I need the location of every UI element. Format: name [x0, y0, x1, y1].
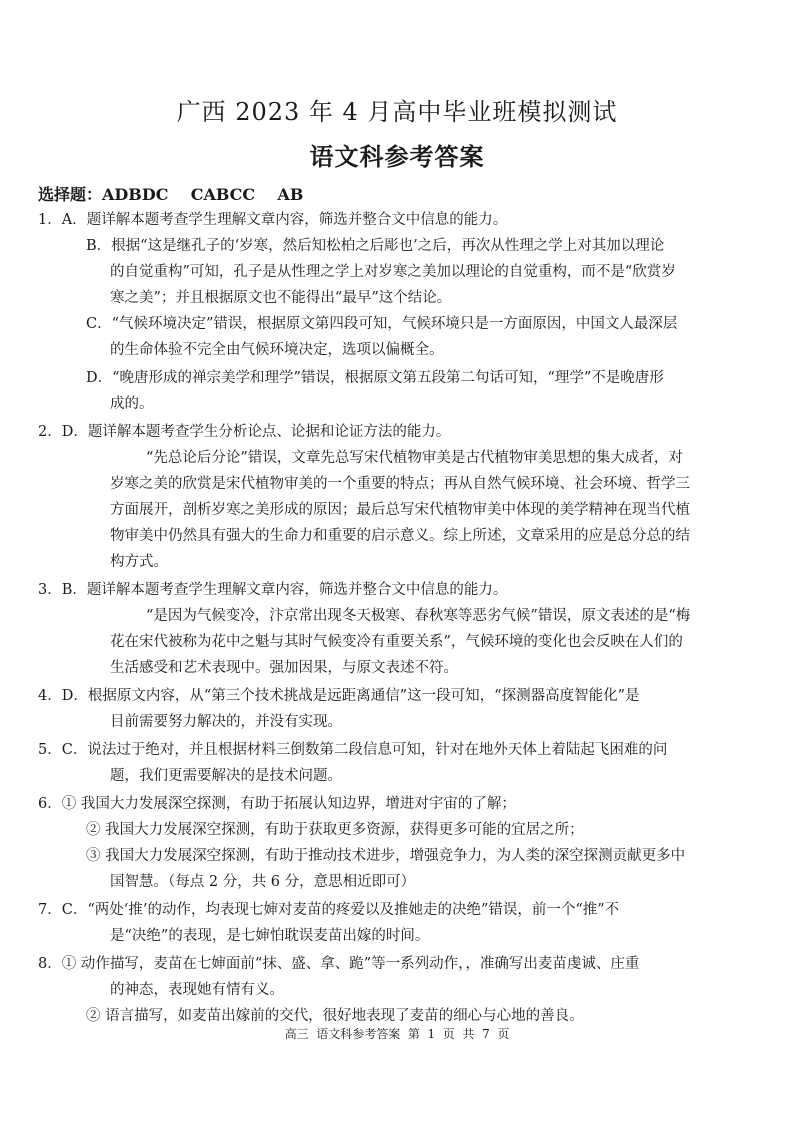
answer-line: 4．D．根据原文内容，从“第三个技术挑战是远距离通信”这一段可知，“探测器高度智能化”是	[38, 688, 640, 704]
page-subtitle: 语文科参考答案	[309, 142, 485, 171]
answer-line: 3．B．题详解本题考查学生理解文章内容，筛选并整合文中信息的能力。	[38, 582, 508, 598]
answer-line: ② 我国大力发展深空探测，有助于获取更多资源，获得更多可能的宜居之所；	[86, 822, 584, 838]
answer-line: 的神态，表现她有情有义。	[110, 982, 284, 998]
answer-line: D．“晚唐形成的禅宗美学和理学”错误，根据原文第五段第二句话可知，“理学”不是晚唐形	[86, 370, 664, 386]
answer-line: 的自觉重构”可知，孔子是从性理之学上对岁寒之美加以理论的自觉重构，而不是“欣赏岁	[110, 264, 676, 280]
answer-line: 方面展开，剖析岁寒之美形成的原因；最后总写宋代植物审美中体现的美学精神在现当代植	[110, 502, 690, 518]
answer-line: 花在宋代被称为花中之魁与其时气候变冷有重要关系”，气候环境的变化也会反映在人们的	[110, 634, 683, 650]
page-title: 广西 2023 年 4 月高中毕业班模拟测试	[176, 98, 618, 126]
answer-line: 是“决绝”的表现，是七婶怕耽误麦苗出嫁的时间。	[110, 928, 430, 944]
answer-line: B．根据“这是继孔子的‘岁寒，然后知松柏之后彫也’之后，再次从性理之学上对其加以理论	[86, 238, 665, 254]
answer-line: 物审美中仍然具有强大的生命力和重要的启示意义。综上所述，文章采用的应是总分总的结	[110, 528, 690, 544]
choice-answers: 选择题：ADBDC CABCC AB	[38, 185, 304, 204]
answer-line: 1．A．题详解本题考查学生理解文章内容，筛选并整合文中信息的能力。	[38, 212, 508, 228]
answer-line: 岁寒之美的欣赏是宋代植物审美的一个重要的特点；再从自然气候环境、社会环境、哲学三	[110, 476, 690, 492]
answer-line: 生活感受和艺术表现中。强加因果，与原文表述不符。	[110, 660, 458, 676]
answer-line: 6．① 我国大力发展深空探测，有助于拓展认知边界，增进对宇宙的了解；	[38, 796, 516, 812]
answer-line: C．“气候环境决定”错误，根据原文第四段可知，气候环境只是一方面原因，中国文人最深层	[86, 316, 678, 332]
answer-line: 寒之美”；并且根据原文也不能得出“最早”这个结论。	[110, 290, 452, 306]
answer-line: 的生命体验不完全由气候环境决定，选项以偏概全。	[110, 342, 444, 358]
answer-line: 8．① 动作描写，麦苗在七婶面前“抹、盛、拿、跪”等一系列动作，，准确写出麦苗虔诚、庄重	[38, 956, 640, 972]
answer-line: 7．C．“两处‘推’的动作，均表现七婶对麦苗的疼爱以及推她走的决绝”错误，前一个“推”不	[38, 902, 620, 918]
answer-line: ② 语言描写，如麦苗出嫁前的交代，很好地表现了麦苗的细心与心地的善良。	[86, 1008, 584, 1024]
answer-line: 国智慧。（每点 2 分，共 6 分，意思相近即可）	[110, 874, 416, 890]
answer-line: 题，我们更需要解决的是技术问题。	[110, 768, 342, 784]
answer-line: “是因为气候变冷，汴京常出现冬天极寒、春秋寒等恶劣气候”错误，原文表述的是“梅	[146, 608, 691, 624]
answer-line: 构方式。	[110, 554, 168, 570]
answer-line: 5．C．说法过于绝对，并且根据材料三倒数第二段信息可知，针对在地外天体上着陆起飞困难的问	[38, 742, 668, 758]
answer-line: 目前需要努力解决的，并没有实现。	[110, 714, 342, 730]
answer-line: ③ 我国大力发展深空探测，有助于推动技术进步，增强竞争力，为人类的深空探测贡献更多中	[86, 848, 686, 864]
answer-line: 2．D．题详解本题考查学生分析论点、论据和论证方法的能力。	[38, 424, 451, 440]
answer-line: “先总论后分论”错误，文章先总写宋代植物审美是古代植物审美思想的集大成者，对	[146, 450, 683, 466]
page-footer: 高三 语文科参考答案 第 1 页 共 7 页	[284, 1027, 510, 1041]
answer-line: 成的。	[110, 396, 154, 412]
